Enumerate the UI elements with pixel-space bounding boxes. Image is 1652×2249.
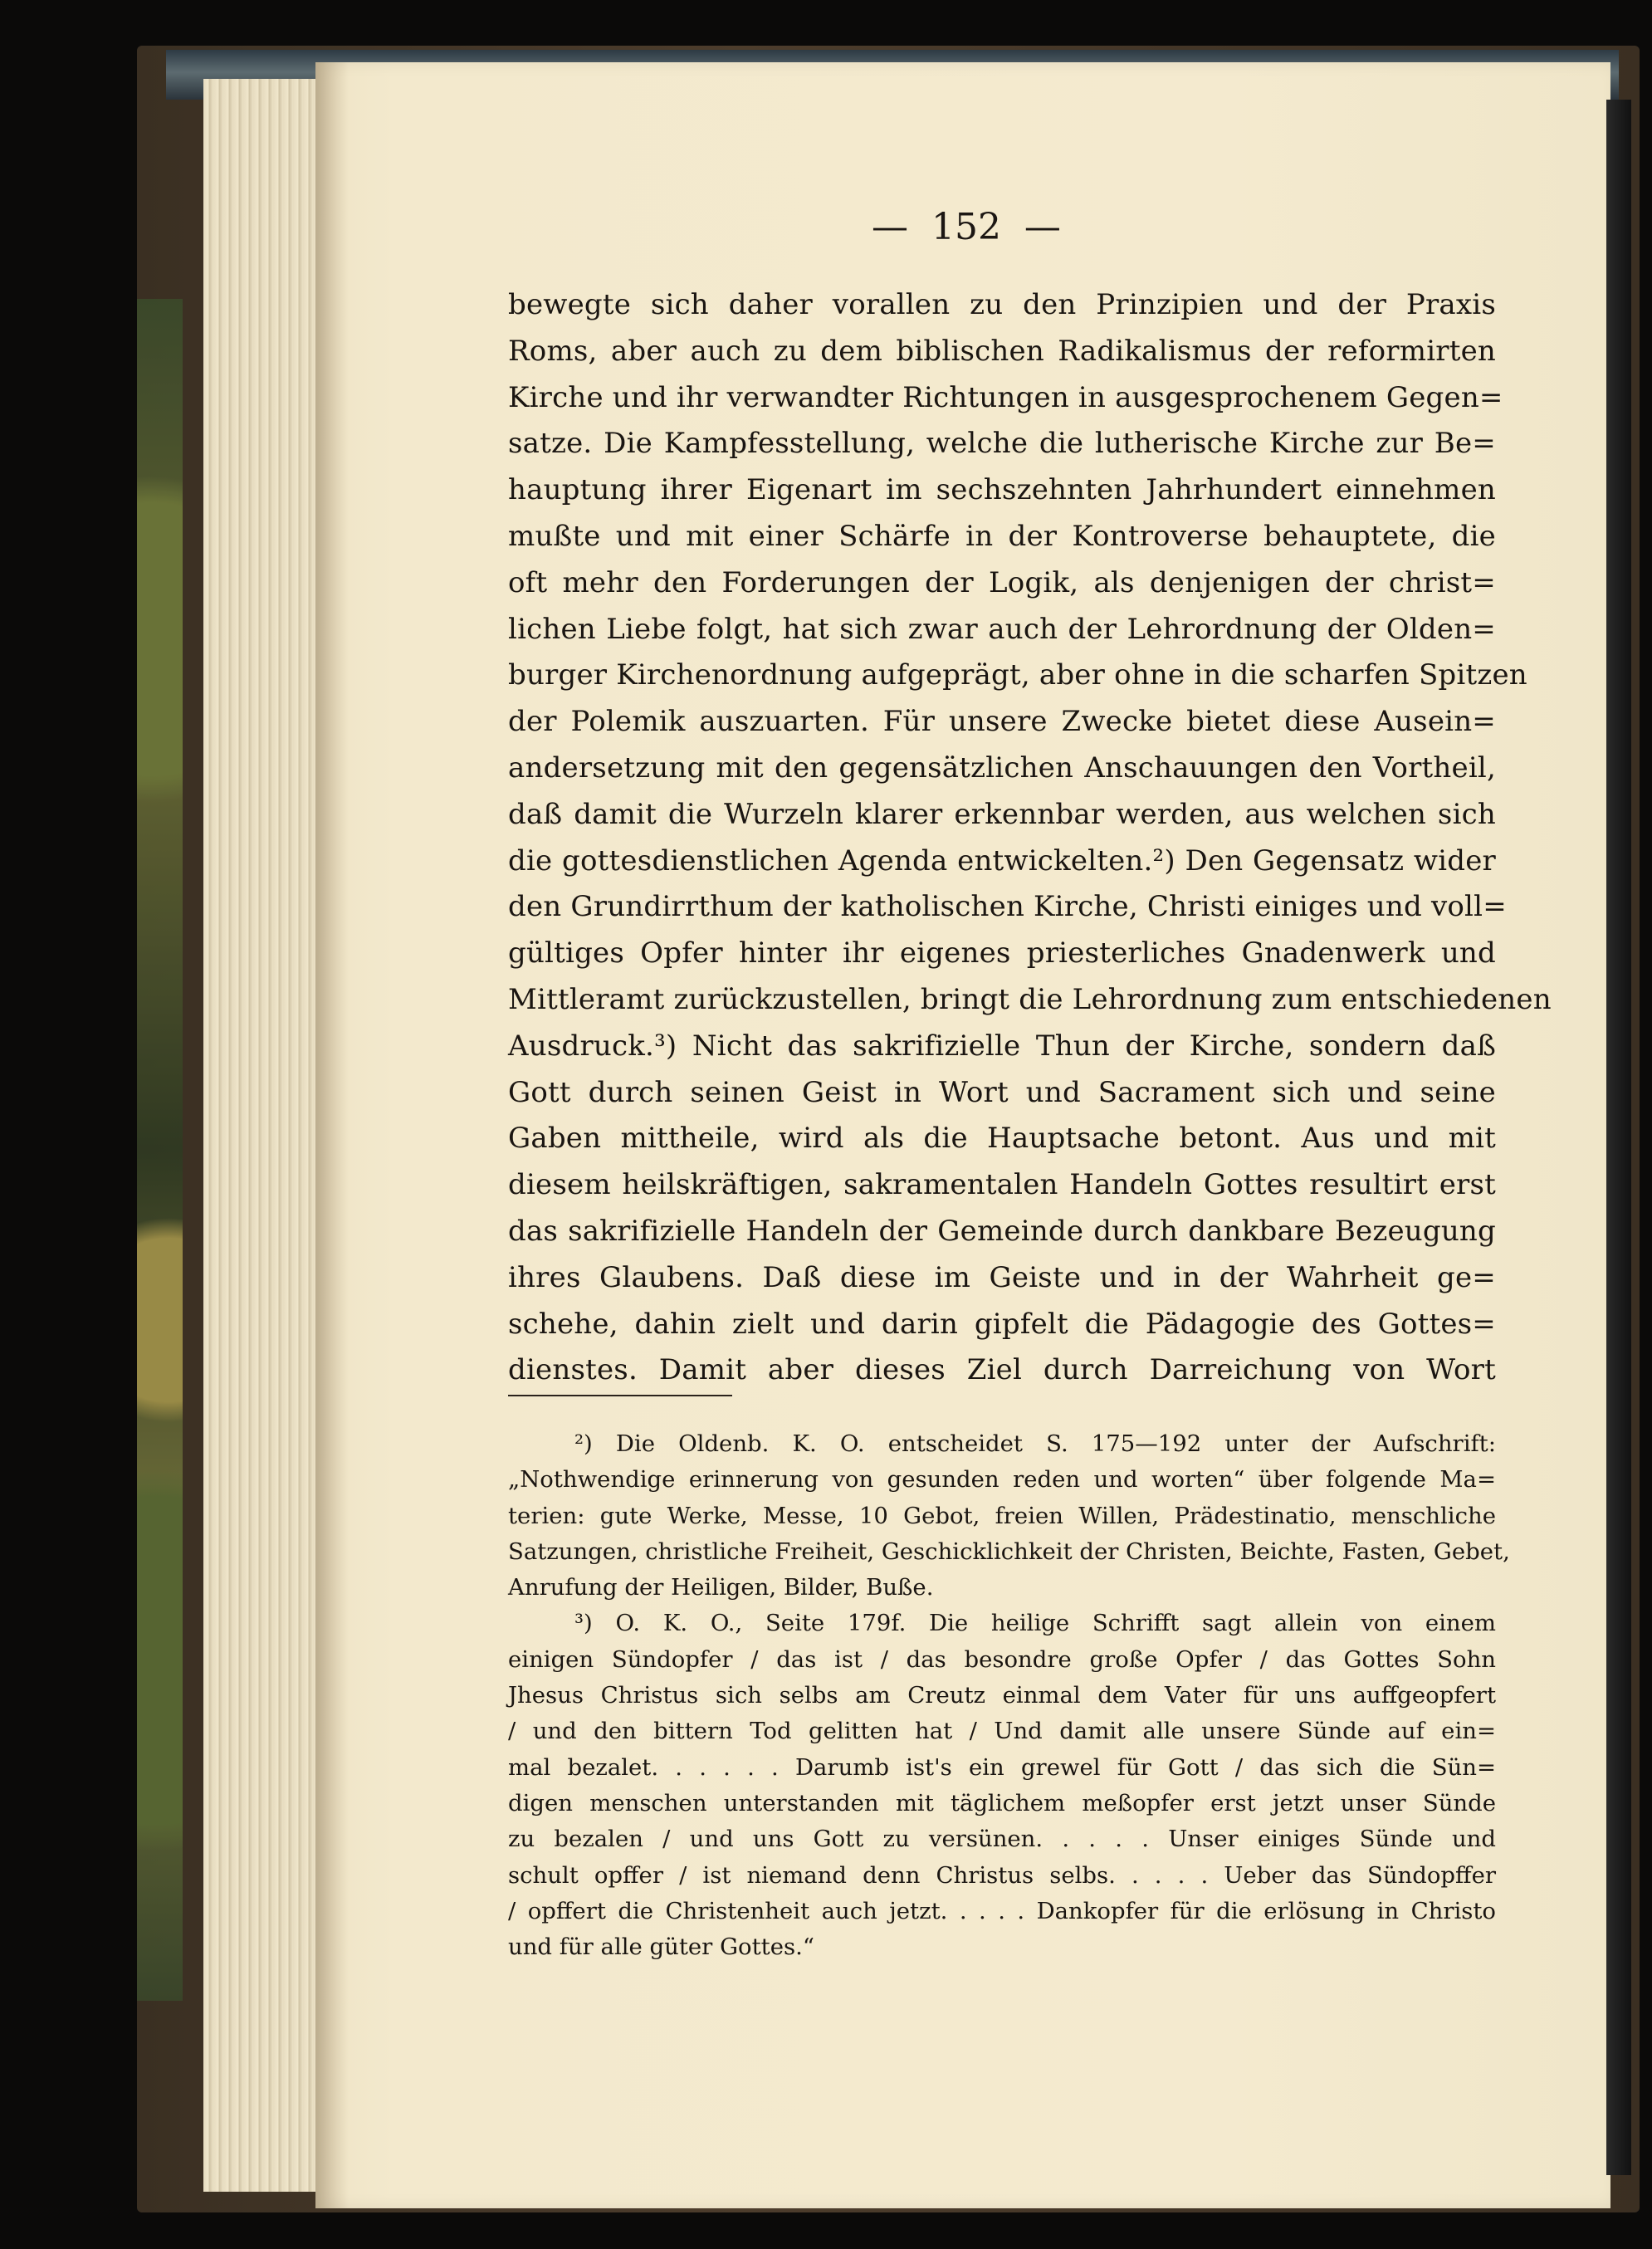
body-line: das sakrifizielle Handeln der Gemeinde durch dankbare Bezeugung <box>508 1214 1496 1248</box>
footnote-line: terien: gute Werke, Messe, 10 Gebot, freien Willen, Prädestinatio, menschliche <box>508 1502 1496 1529</box>
body-line: dienstes. Damit aber dieses Ziel durch Darreichung von Wort <box>508 1353 1496 1387</box>
body-line: Kirche und ihr verwandter Richtungen in ausgesprochenem Gegen= <box>508 380 1503 414</box>
footnote-line: „Nothwendige erinnerung von gesunden reden und worten“ über folgende Ma= <box>508 1466 1496 1494</box>
body-line: diesem heilskräftigen, sakramentalen Handeln Gottes resultirt erst <box>508 1168 1496 1202</box>
body-line: lichen Liebe folgt, hat sich zwar auch der Lehrordnung der Olden= <box>508 612 1496 646</box>
body-line: burger Kirchenordnung aufgeprägt, aber ohne in die scharfen Spitzen <box>508 658 1527 692</box>
body-line: Gott durch seinen Geist in Wort und Sacrament sich und seine <box>508 1075 1496 1109</box>
footnote-line: Jhesus Christus sich selbs am Creutz einmal dem Vater für uns auffgeopfert <box>508 1682 1496 1709</box>
body-line: andersetzung mit den gegensätzlichen Anschauungen den Vortheil, <box>508 750 1496 785</box>
footnote-separator <box>508 1395 732 1396</box>
footnote-line: Satzungen, christliche Freiheit, Geschicklichkeit der Christen, Beichte, Fasten, Gebet, <box>508 1538 1510 1565</box>
footnote-line: mal bezalet. . . . . . Darumb ist's ein grewel für Gott / das sich die Sün= <box>508 1753 1496 1781</box>
footnote-line: schult opffer / ist niemand denn Christus selbs. . . . . Ueber das Sündopffer <box>508 1861 1496 1889</box>
footnote-line: zu bezalen / und uns Gott zu versünen. . . . . Unser einiges Sünde und <box>508 1826 1496 1853</box>
body-line: den Grundirrthum der katholischen Kirche, Christi einiges und voll= <box>508 890 1507 924</box>
body-line: Gaben mittheile, wird als die Hauptsache betont. Aus und mit <box>508 1122 1496 1156</box>
body-line: die gottesdienstlichen Agenda entwickelten.²) Den Gegensatz wider <box>508 843 1496 878</box>
body-text <box>508 282 1552 1394</box>
page-number: — 152 — <box>872 206 1061 248</box>
footnote-line: und für alle güter Gottes.“ <box>508 1934 814 1961</box>
footnote-line: Anrufung der Heiligen, Bilder, Buße. <box>508 1574 934 1601</box>
body-line: der Polemik auszuarten. Für unsere Zwecke bietet diese Ausein= <box>508 705 1496 739</box>
body-line: mußte und mit einer Schärfe in der Kontroverse behauptete, die <box>508 519 1496 553</box>
body-line: oft mehr den Forderungen der Logik, als denjenigen der christ= <box>508 565 1496 599</box>
body-line: Ausdruck.³) Nicht das sakrifizielle Thun der Kirche, sondern daß <box>508 1029 1496 1063</box>
page-edges <box>203 79 321 2192</box>
body-line: daß damit die Wurzeln klarer erkennbar werden, aus welchen sich <box>508 797 1496 831</box>
page-right-edge <box>1606 100 1631 2175</box>
body-line: Mittleramt zurückzustellen, bringt die Lehrordnung zum entschiedenen <box>508 982 1552 1016</box>
footnotes <box>508 1426 1510 1965</box>
gutter-shadow <box>315 62 349 2208</box>
body-line: Roms, aber auch zu dem biblischen Radikalismus der reformirten <box>508 334 1496 368</box>
footnote-line: / und den bittern Tod gelitten hat / Und damit alle unsere Sünde auf ein= <box>508 1718 1496 1745</box>
footnote-line: / opffert die Christenheit auch jetzt. . . . . Dankopfer für die erlösung in Christo <box>508 1897 1496 1924</box>
footnote-line: einigen Sündopfer / das ist / das besondre große Opfer / das Gottes Sohn <box>508 1645 1496 1673</box>
body-line: schehe, dahin zielt und darin gipfelt die Pädagogie des Gottes= <box>508 1307 1496 1341</box>
footnote-line: digen menschen unterstanden mit täglichem meßopfer erst jetzt unser Sünde <box>508 1789 1496 1816</box>
body-line: bewegte sich daher vorallen zu den Prinzipien und der Praxis <box>508 288 1496 321</box>
body-line: satze. Die Kampfesstellung, welche die lutherische Kirche zur Be= <box>508 427 1496 461</box>
marbled-cover-edge <box>137 299 183 2001</box>
body-line: hauptung ihrer Eigenart im sechszehnten Jahrhundert einnehmen <box>508 473 1496 507</box>
footnote-line: ³) O. K. O., Seite 179f. Die heilige Schrifft sagt allein von einem <box>574 1610 1496 1637</box>
body-line: gültiges Opfer hinter ihr eigenes priesterliches Gnadenwerk und <box>508 936 1496 970</box>
footnote-line: ²) Die Oldenb. K. O. entscheidet S. 175—192 unter der Aufschrift: <box>574 1430 1496 1457</box>
body-line: ihres Glaubens. Daß diese im Geiste und in der Wahrheit ge= <box>508 1260 1496 1294</box>
